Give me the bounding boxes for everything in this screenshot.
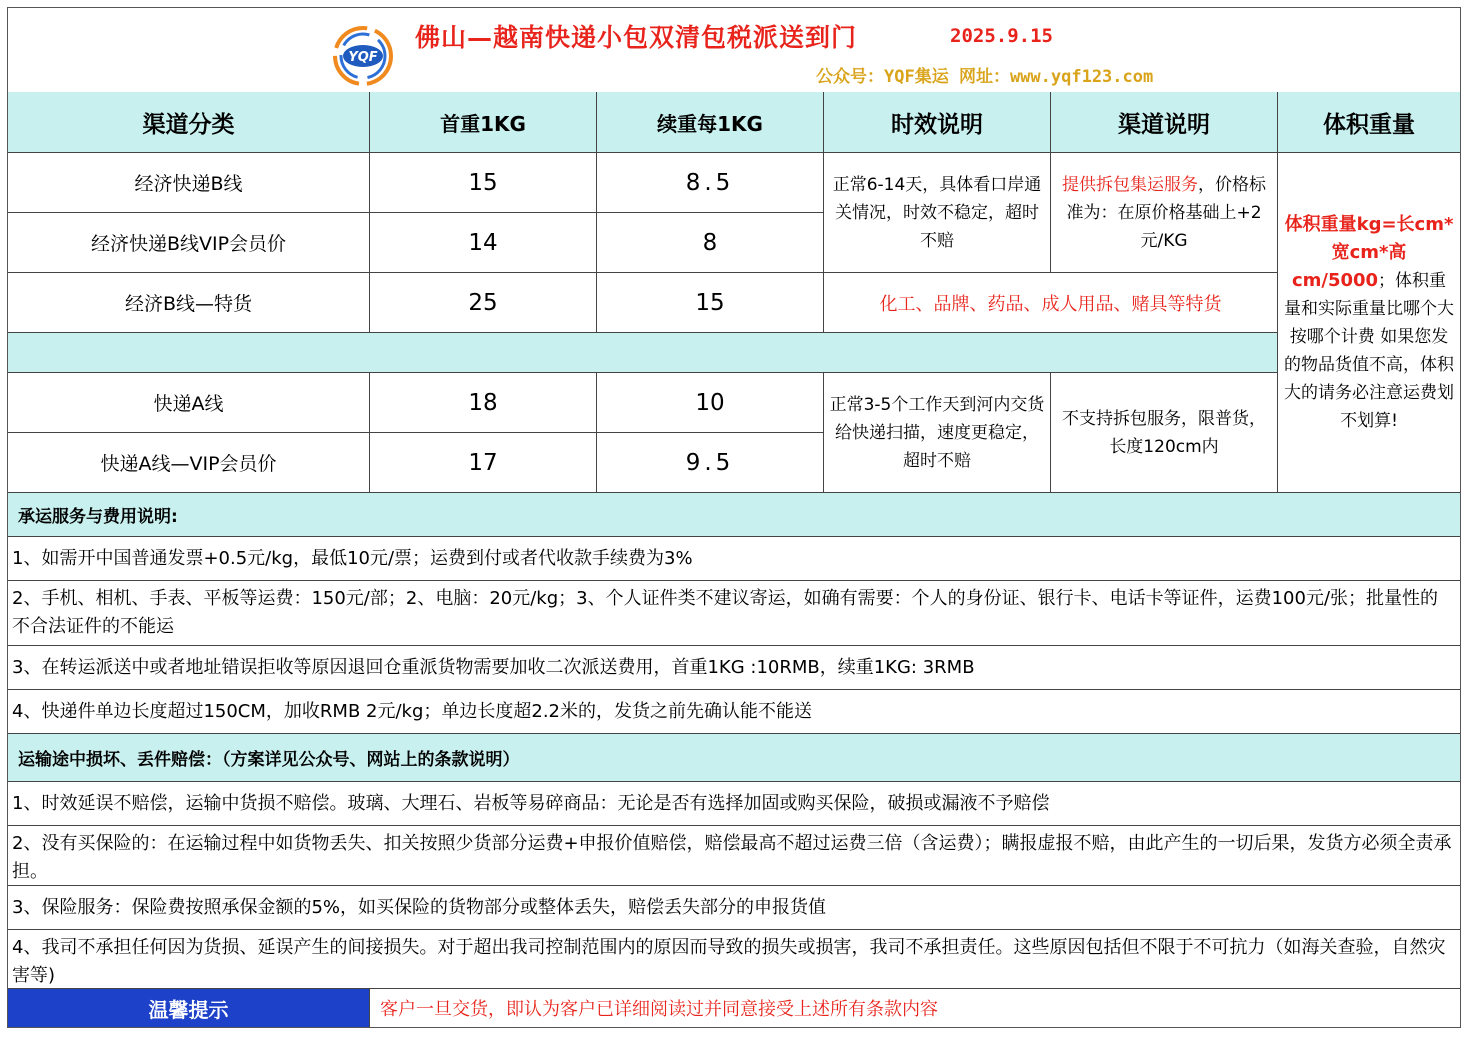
service-item: 2、手机、相机、手表、平板等运费：150元/部；2、电脑：20元/kg；3、个人证件类不建议寄运，如确有需要：个人的身份证、银行卡、电话卡等证件，运费100元/张；批量性的不合法证件的不能运 [8,581,1460,646]
row-name: 快递A线—VIP会员价 [8,433,370,493]
channel-note-b-line [1051,153,1278,273]
col-header-volume: 体积重量 [1278,92,1460,153]
service-item: 3、在转运派送中或者地址错误拒收等原因退回仓重派货物需要加收二次派送费用，首重1KG :10RMB，续重1KG: 3RMB [8,646,1460,690]
title-date: 2025.9.15 [950,25,1053,47]
row-name: 经济快递B线VIP会员价 [8,213,370,273]
tip-text: 客户一旦交货，即认为客户已详细阅读过并同意接受上述所有条款内容 [380,999,938,1020]
svg-text:YQF: YQF [348,50,378,65]
col-header-additional-weight: 续重每1KG [597,92,824,153]
channel-note-a-line: 不支持拆包服务，限普货，长度120cm内 [1051,373,1278,493]
service-item: 4、快递件单边长度超过150CM，加收RMB 2元/kg；单边长度超2.2米的，发货之前先确认能不能送 [8,690,1460,734]
time-note-b-line: 正常6-14天，具体看口岸通关情况，时效不稳定，超时不赔 [824,153,1051,273]
additional-weight-price: 8 [597,213,824,273]
additional-weight-price: 15 [597,273,824,333]
compensation-item: 3、保险服务：保险费按照承保金额的5%，如买保险的货物部分或整体丢失，赔偿丢失部分的申报货值 [8,886,1460,930]
compensation-item: 2、没有买保险的：在运输过程中如货物丢失、扣关按照少货部分运费+申报价值赔偿，赔偿最高不超过运费三倍（含运费）；瞒报虚报不赔，由此产生的一切后果，发货方必须全责承担。 [8,826,1460,886]
spacer-row [8,333,1278,373]
time-note-a-line: 正常3-5个工作天到河内交货给快递扫描，速度更稳定，超时不赔 [824,373,1051,493]
additional-weight-price: 8.5 [597,153,824,213]
col-header-first-weight: 首重1KG [370,92,597,153]
volume-explanation: ；体积重量和实际重量比哪个大按哪个计费 如果您发的物品货值不高，体积大的请务必注意运费划不划算! [1284,270,1454,431]
special-goods-note: 化工、品牌、药品、成人用品、赌具等特货 [824,273,1278,333]
contact-line: 公众号：YQF集运 网址：www.yqf123.com [816,67,1154,87]
repack-service-highlight: 提供拆包集运服务 [1062,174,1198,195]
price-sheet [7,7,1461,1028]
repack-price-note: ，价格标准为：在原价格基础上+2元/KG [1066,174,1266,251]
service-item: 1、如需开中国普通发票+0.5元/kg，最低10元/票；运费到付或者代收款手续费为3% [8,537,1460,581]
compensation-item: 4、我司不承担任何因为货损、延误产生的间接损失。对于超出我司控制范围内的原因而导致的损失或损害，我司不承担责任。这些原因包括但不限于不可抗力（如海关查验，自然灾害等) [8,930,1460,989]
title-zone [8,8,1460,93]
col-header-channel-note: 渠道说明 [1051,92,1278,153]
compensation-title: 运输途中损坏、丢件赔偿：（方案详见公众号、网站上的条款说明） [8,734,1460,782]
col-header-time: 时效说明 [824,92,1051,153]
col-header-channel: 渠道分类 [8,92,370,153]
first-weight-price: 17 [370,433,597,493]
services-title: 承运服务与费用说明: [8,493,1460,537]
tip-label: 温馨提示 [8,989,370,1027]
compensation-item: 1、时效延误不赔偿，运输中货损不赔偿。玻璃、大理石、岩板等易碎商品：无论是否有选择加固或购买保险，破损或漏液不予赔偿 [8,782,1460,826]
row-name: 经济快递B线 [8,153,370,213]
first-weight-price: 25 [370,273,597,333]
additional-weight-price: 10 [597,373,824,433]
volume-weight-note [1278,153,1460,493]
page-title: 佛山—越南快递小包双清包税派送到门 [415,23,858,52]
yqf-logo [330,24,396,88]
additional-weight-price: 9.5 [597,433,824,493]
first-weight-price: 15 [370,153,597,213]
row-name: 快递A线 [8,373,370,433]
first-weight-price: 18 [370,373,597,433]
volume-formula: 体积重量kg=长cm*宽cm*高cm/5000 [1284,213,1454,291]
first-weight-price: 14 [370,213,597,273]
row-name: 经济B线—特货 [8,273,370,333]
